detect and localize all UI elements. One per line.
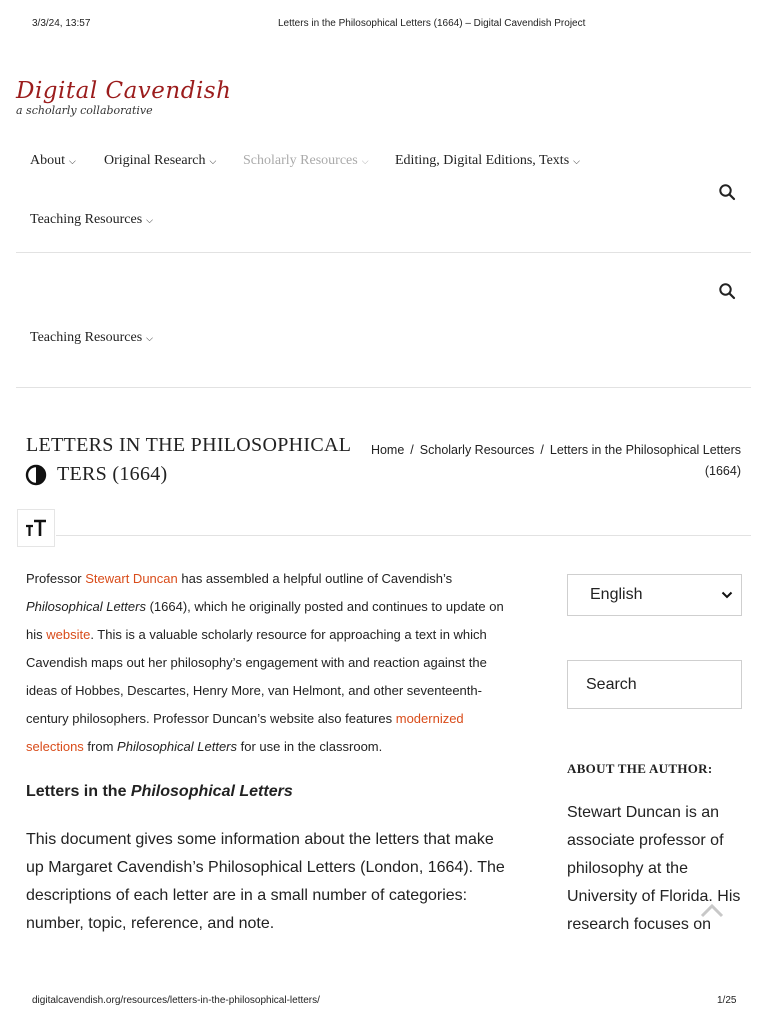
text: Philosophical Letters	[26, 599, 146, 614]
page-title-line1: LETTERS IN THE PHILOSOPHICAL	[26, 434, 352, 456]
print-datetime: 3/3/24, 13:57	[32, 18, 91, 29]
language-value: English	[590, 586, 643, 603]
nav-item-about[interactable]	[30, 153, 76, 169]
text: up Margaret Cavendish’s Philosophical Letters (London, 1664). The	[26, 859, 505, 876]
nav-item-editing[interactable]	[395, 153, 580, 169]
text: Philosophical Letters	[117, 739, 238, 754]
text: Stewart Duncan is an	[567, 804, 720, 821]
breadcrumb-current: Letters in the Philosophical Letters	[549, 443, 741, 457]
contrast-icon[interactable]	[25, 464, 47, 486]
print-url: digitalcavendish.org/resources/letters-in-the-philosophical-letters/	[32, 995, 320, 1006]
print-doc-title: Letters in the Philosophical Letters (1664) – Digital Cavendish Project	[278, 18, 586, 29]
nav-label: Teaching Resources	[30, 330, 143, 345]
font-size-icon	[25, 518, 47, 538]
print-page-number: 1/25	[717, 995, 737, 1006]
text: Professor	[26, 571, 86, 586]
sidebar-search-input[interactable]	[567, 660, 742, 709]
nav-label: Original Research	[104, 153, 206, 168]
text: number, topic, reference, and note.	[26, 915, 275, 932]
content-divider	[56, 535, 751, 536]
nav-item-scholarly-resources[interactable]	[243, 153, 369, 169]
breadcrumb-separator: /	[540, 443, 544, 457]
font-size-toggle-button[interactable]	[17, 509, 55, 547]
modernized-selections-link[interactable]: modernized	[395, 711, 464, 726]
text: ideas of Hobbes, Descartes, Henry More, van Helmont, and other seventeenth-	[26, 683, 482, 698]
article-intro	[26, 565, 526, 761]
text: philosophy at the	[567, 860, 688, 877]
text: This document gives some information about the letters that make	[26, 831, 494, 848]
logo-subtitle: a scholarly collaborative	[16, 104, 153, 117]
modernized-selections-link[interactable]: selections	[26, 739, 84, 754]
chevron-down-icon: ⌵	[146, 214, 153, 225]
breadcrumb-home[interactable]: Home	[370, 443, 405, 457]
text: century philosophers. Professor Duncan’s website also features	[26, 711, 396, 726]
page-title-line2: TERS (1664)	[57, 463, 168, 485]
text: Philosophical Letters	[130, 783, 293, 800]
site-logo[interactable]	[16, 78, 231, 117]
text: descriptions of each letter are in a small number of categories:	[26, 887, 468, 904]
logo-title: Digital Cavendish	[16, 78, 232, 104]
text: (1664), which he originally posted and continues to update on	[145, 599, 504, 614]
breadcrumb-current-cont: (1664)	[704, 464, 741, 478]
search-placeholder: Search	[586, 675, 637, 693]
chevron-down-icon: ⌵	[361, 155, 369, 166]
chevron-down-icon: ⌵	[69, 155, 76, 166]
text: University of Florida. His	[567, 888, 741, 905]
article-description	[26, 826, 536, 938]
text: associate professor of	[567, 832, 724, 849]
breadcrumb-section[interactable]: Scholarly Resources	[419, 443, 535, 457]
nav-label: About	[30, 153, 65, 168]
nav-item-teaching-resources[interactable]	[30, 212, 153, 228]
chevron-down-icon: ⌵	[573, 155, 580, 166]
back-to-top-icon[interactable]	[700, 902, 724, 918]
text: Cavendish maps out her philosophy’s engagement with and reaction against the	[26, 655, 487, 670]
text: his	[26, 627, 47, 642]
sticky-nav-divider	[16, 387, 751, 388]
search-icon[interactable]	[718, 183, 736, 201]
text: for use in the classroom.	[237, 739, 383, 754]
nav-divider	[16, 252, 751, 253]
chevron-down-icon	[721, 586, 733, 604]
nav-label: Teaching Resources	[30, 212, 143, 227]
language-select[interactable]	[567, 574, 742, 616]
sticky-nav-item-teaching-resources[interactable]	[30, 330, 153, 346]
breadcrumb	[360, 440, 741, 482]
website-link[interactable]: website	[46, 627, 91, 642]
chevron-down-icon: ⌵	[146, 332, 153, 343]
text: from	[83, 739, 118, 754]
text: . This is a valuable scholarly resource for approaching a text in which	[90, 627, 487, 642]
nav-label: Editing, Digital Editions, Texts	[395, 153, 570, 168]
search-icon[interactable]	[718, 282, 736, 300]
text: research focuses on	[567, 916, 712, 933]
nav-label: Scholarly Resources	[243, 153, 358, 168]
section-heading	[26, 783, 293, 801]
text: has assembled a helpful outline of Cavendish’s	[177, 571, 453, 586]
author-link[interactable]: Stewart Duncan	[85, 571, 178, 586]
text: Letters in the	[26, 783, 131, 800]
nav-item-original-research[interactable]	[104, 153, 216, 169]
breadcrumb-separator: /	[410, 443, 414, 457]
chevron-down-icon: ⌵	[209, 155, 217, 166]
about-author-heading: ABOUT THE AUTHOR:	[567, 761, 713, 776]
